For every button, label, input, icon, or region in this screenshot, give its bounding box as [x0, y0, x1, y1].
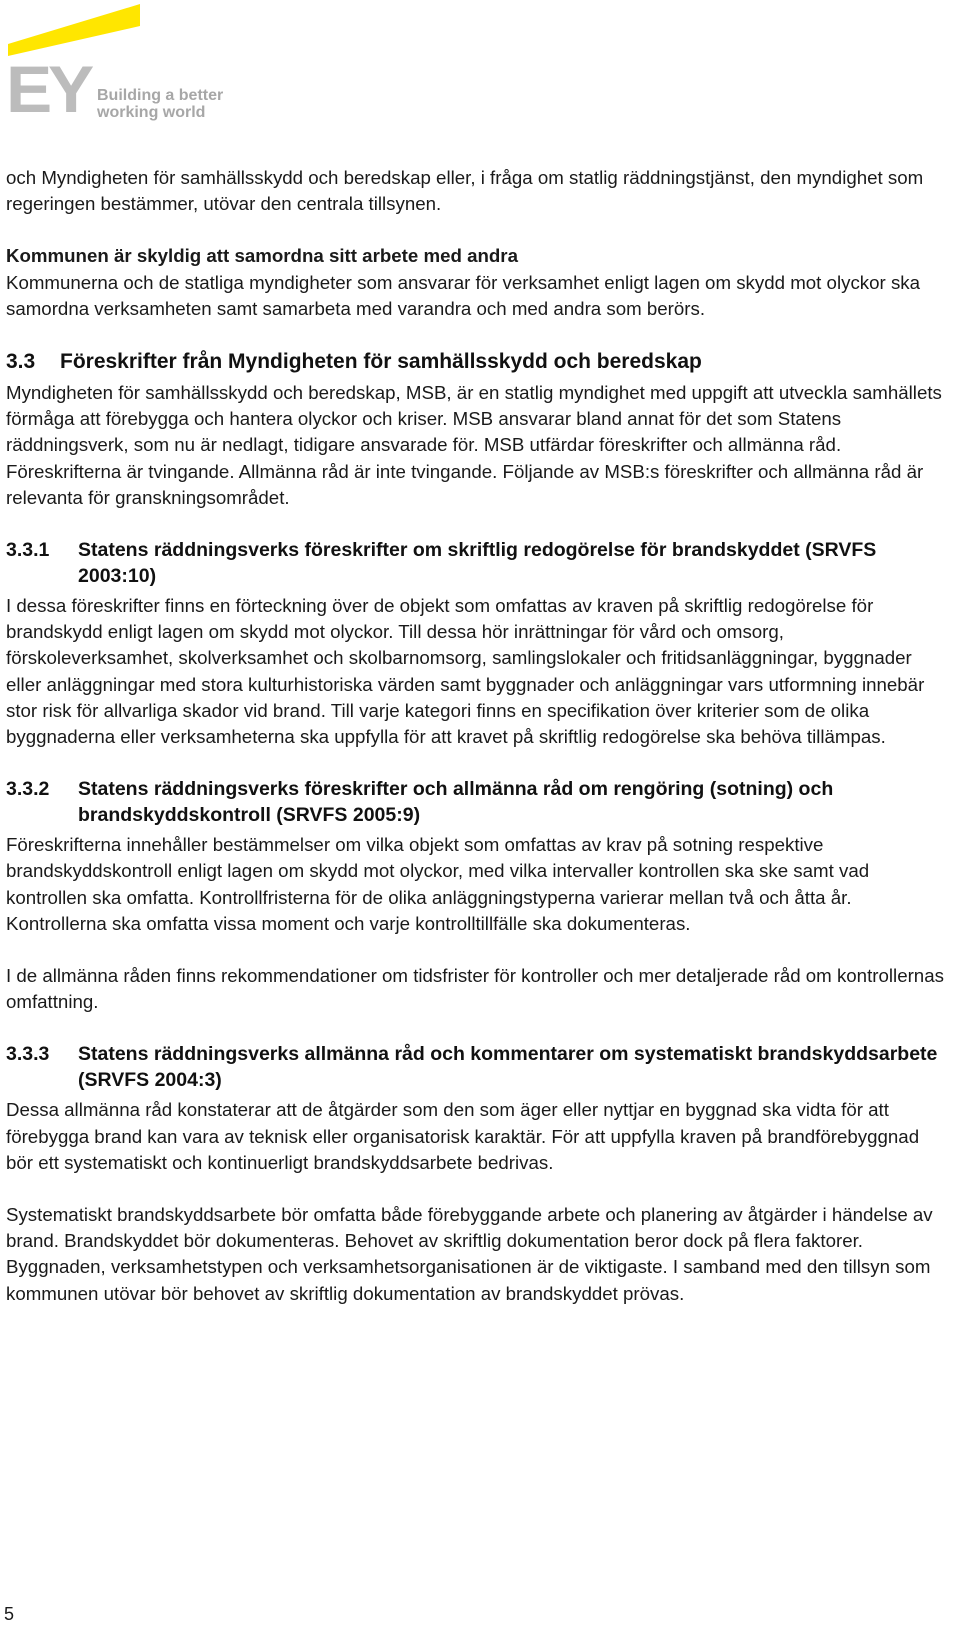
logo-slash-icon	[8, 4, 140, 56]
section-3-3-text: Myndigheten för samhällsskydd och beredskap, MSB, är en statlig myndighet med uppgift att utveckla samhällets förmåga att förebygga och hantera olyckor och kriser. MSB ansvarar bland annat för det som Statens räddningsverk, som nu är nedlagt, tidigare ansvarade för. MSB utfärdar föreskrifter och allmänna råd. Föreskrifterna är tvingande. Allmänna råd är inte tvingande. Följande av MSB:s föreskrifter och allmänna råd är relevanta för granskningsområdet.	[6, 382, 942, 508]
section-title: Statens räddningsverks föreskrifter och allmänna råd om rengöring (sotning) och brandskyddskontroll (SRVFS 2005:9)	[78, 778, 834, 827]
section-3-3-2-text-2: I de allmänna råden finns rekommendationer om tidsfrister för kontroller och mer detaljerade råd om kontrollernas omfattning.	[6, 965, 944, 1013]
logo-brand: EY	[6, 52, 91, 126]
section-3-3-3-text-1: Dessa allmänna råd konstaterar att de åtgärder som den som äger eller nyttjar en byggnad ska vidta för att förebygga brand kan vara av teknisk eller organisatorisk karaktär. För att uppfylla kraven på brandförebyggnad bör ett systematiskt och kontinuerligt brandskyddsarbete bedrivas.	[6, 1099, 920, 1173]
coordination-heading: Kommunen är skyldig att samordna sitt arbete med andra	[6, 245, 518, 267]
logo-tagline-line1: Building a better	[97, 87, 224, 104]
logo-tagline	[97, 87, 223, 121]
section-number: 3.3.1	[6, 539, 50, 562]
logo-tagline-line2: working world	[97, 104, 206, 121]
section-number: 3.3.2	[6, 778, 50, 801]
coordination-text: Kommunerna och de statliga myndigheter som ansvarar för verksamhet enligt lagen om skydd mot olyckor ska samordna verksamheten samt samarbeta med varandra och med andra som berörs.	[6, 271, 921, 319]
section-number: 3.3	[6, 350, 36, 374]
section-heading-3-3-2	[6, 776, 946, 828]
section-heading-3-3	[6, 348, 946, 376]
section-heading-3-3-1	[6, 537, 946, 589]
section-title: Statens räddningsverks allmänna råd och kommentarer om systematiskt brandskyddsarbete (SRVFS 2004:3)	[78, 1043, 938, 1092]
page-number: 5	[4, 1604, 15, 1624]
intro-paragraph: och Myndigheten för samhällsskydd och beredskap eller, i fråga om statlig räddningstjänst, den myndighet som regeringen bestämmer, utövar den centrala tillsynen.	[6, 167, 924, 215]
document-body	[6, 165, 946, 1307]
ey-logo	[0, 0, 230, 130]
section-title: Föreskrifter från Myndigheten för samhällsskydd och beredskap	[60, 350, 702, 374]
section-3-3-3-text-2: Systematiskt brandskyddsarbete bör omfatta både förebyggande arbete och planering av åtgärder i händelse av brand. Brandskyddet bör dokumenteras. Behovet av skriftlig dokumentation beror dock på flera faktorer. Byggnaden, verksamhetstypen och verksamhetsorganisationen är de viktigaste. I samband med den tillsyn som kommunen utövar bör behovet av skriftlig dokumentation av brandskyddet prövas.	[6, 1204, 933, 1304]
section-3-3-1-text: I dessa föreskrifter finns en förteckning över de objekt som omfattas av kraven på skriftlig redogörelse för brandskydd enligt lagen om skydd mot olyckor. Till dessa hör inrättningar för vård och omsorg, förskoleverksamhet, skolverksamhet och skolbarnomsorg, samlingslokaler och fritidsanläggningar, byggnader eller anläggningar med stora kulturhistoriska värden samt byggnader och anläggningar vars utformning innebär stor risk för allvarliga skador vid brand. Till varje kategori finns en specifikation över kriterier som de olika byggnaderna eller verksamheterna ska uppfylla för att kravet på skriftlig redogörelse ska behöva tillämpas.	[6, 595, 925, 748]
section-heading-3-3-3	[6, 1041, 946, 1093]
section-number: 3.3.3	[6, 1043, 50, 1066]
section-3-3-2-text-1: Föreskrifterna innehåller bestämmelser om vilka objekt som omfattas av krav på sotning respektive brandskyddskontroll enligt lagen om skydd mot olyckor, med vilka intervaller kontrollen ska ske samt vad kontrollen ska omfatta. Kontrollfristerna för de olika anläggningstyperna varierar mellan två och åtta år. Kontrollerna ska omfatta vissa moment och varje kontrolltillfälle ska dokumenteras.	[6, 834, 870, 934]
section-title: Statens räddningsverks föreskrifter om skriftlig redogörelse för brandskyddet (SRVFS 2003:10)	[78, 539, 877, 588]
